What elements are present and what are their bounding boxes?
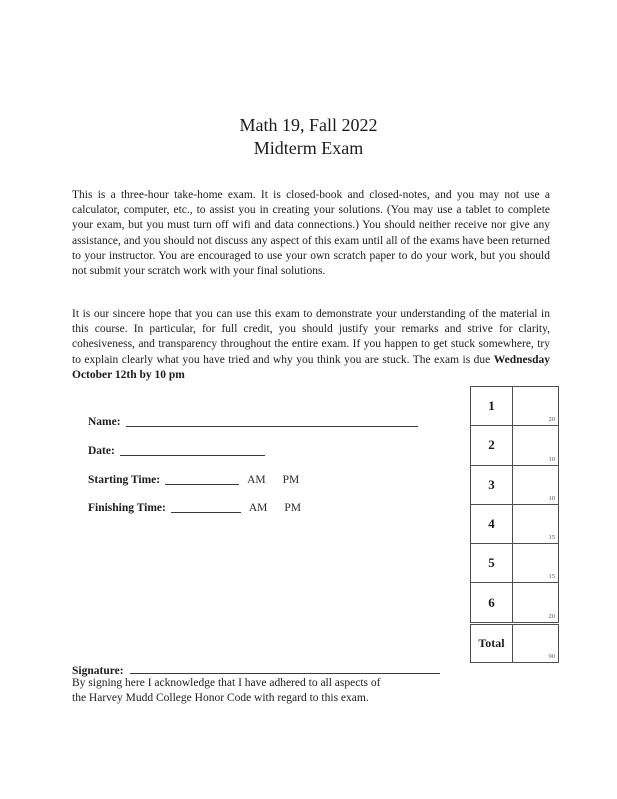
grade-table-row [471,466,558,505]
exam-title-line1: Math 19, Fall 2022 [239,115,378,135]
instructions-paragraph-2 [72,307,550,383]
total-score-cell [513,625,558,662]
max-points: 20 [548,416,555,424]
date-blank-line[interactable] [120,443,265,456]
starting-time-blank-line[interactable] [165,472,239,485]
starting-time-label: Starting Time: [88,474,161,486]
finishing-time-am-option[interactable]: AM [248,502,268,514]
problem-number: 3 [471,466,513,504]
finishing-time-pm-option[interactable]: PM [284,502,302,514]
grade-table-row [471,387,558,426]
max-points: 15 [548,573,555,581]
max-points: 10 [548,455,555,463]
finishing-time-label: Finishing Time: [88,502,166,514]
due-date-text: Wednesday October 12th by 10 pm [72,353,550,381]
starting-time-am-option[interactable]: AM [247,474,266,486]
problem-number: 5 [471,544,513,582]
problem-number: 6 [471,583,513,621]
score-cell [513,583,558,621]
max-points: 20 [548,612,555,620]
max-points: 15 [548,534,555,542]
score-cell [513,466,558,504]
honor-code-statement-line2: the Harvey Mudd College Honor Code with regard to this exam. [72,692,369,704]
name-field-row [88,414,418,428]
grade-table [470,386,559,623]
grade-table-row [471,544,558,583]
name-label: Name: [88,416,121,428]
total-label: Total [471,625,513,662]
finishing-time-field-row [88,500,301,514]
grade-table-row [471,583,558,621]
signature-blank-line[interactable] [130,661,440,674]
exam-title [0,114,617,160]
max-points: 10 [548,494,555,502]
total-max-points: 90 [548,653,555,660]
starting-time-pm-option[interactable]: PM [282,474,300,486]
grade-total-row [470,624,559,663]
problem-number: 1 [471,387,513,425]
exam-title-line2: Midterm Exam [253,138,364,158]
instructions-paragraph-1: This is a three-hour take-home exam. It is closed-book and closed-notes, and you may not use a calculator, computer, etc., to assist you in creating your solutions. (You may use a tablet to complete your exam, but you must turn off wifi and data connections.) You should neither receive nor give any assistance, and you should not discuss any aspect of this exam until all of the exams have been returned to your instructor. You are encouraged to use your own scratch paper to do your work, but you should not submit your scratch work with your final solutions. [72,189,550,278]
problem-number: 4 [471,505,513,543]
score-cell [513,544,558,582]
grade-table-row [471,426,558,465]
signature-label: Signature: [72,665,124,677]
score-cell [513,426,558,464]
honor-code-statement-line1: By signing here I acknowledge that I have adhered to all aspects of [72,677,381,689]
grade-table-row [471,505,558,544]
signature-field-row [72,661,440,677]
score-cell [513,387,558,425]
problem-number: 2 [471,426,513,464]
score-cell [513,505,558,543]
finishing-time-blank-line[interactable] [171,500,241,513]
instructions-paragraph-2-text: It is our sincere hope that you can use this exam to demonstrate your understanding of the material in this course. In particular, for full credit, you should justify your remarks and strive for clarity, cohesiveness, and transparency throughout the entire exam. If you happen to get stuck somewhere, try to explain clearly what you have tried and why you think you are stuck. The exam is due [72,308,550,366]
name-blank-line[interactable] [126,414,418,427]
starting-time-field-row [88,472,299,486]
date-field-row [88,443,265,457]
date-label: Date: [88,445,115,457]
